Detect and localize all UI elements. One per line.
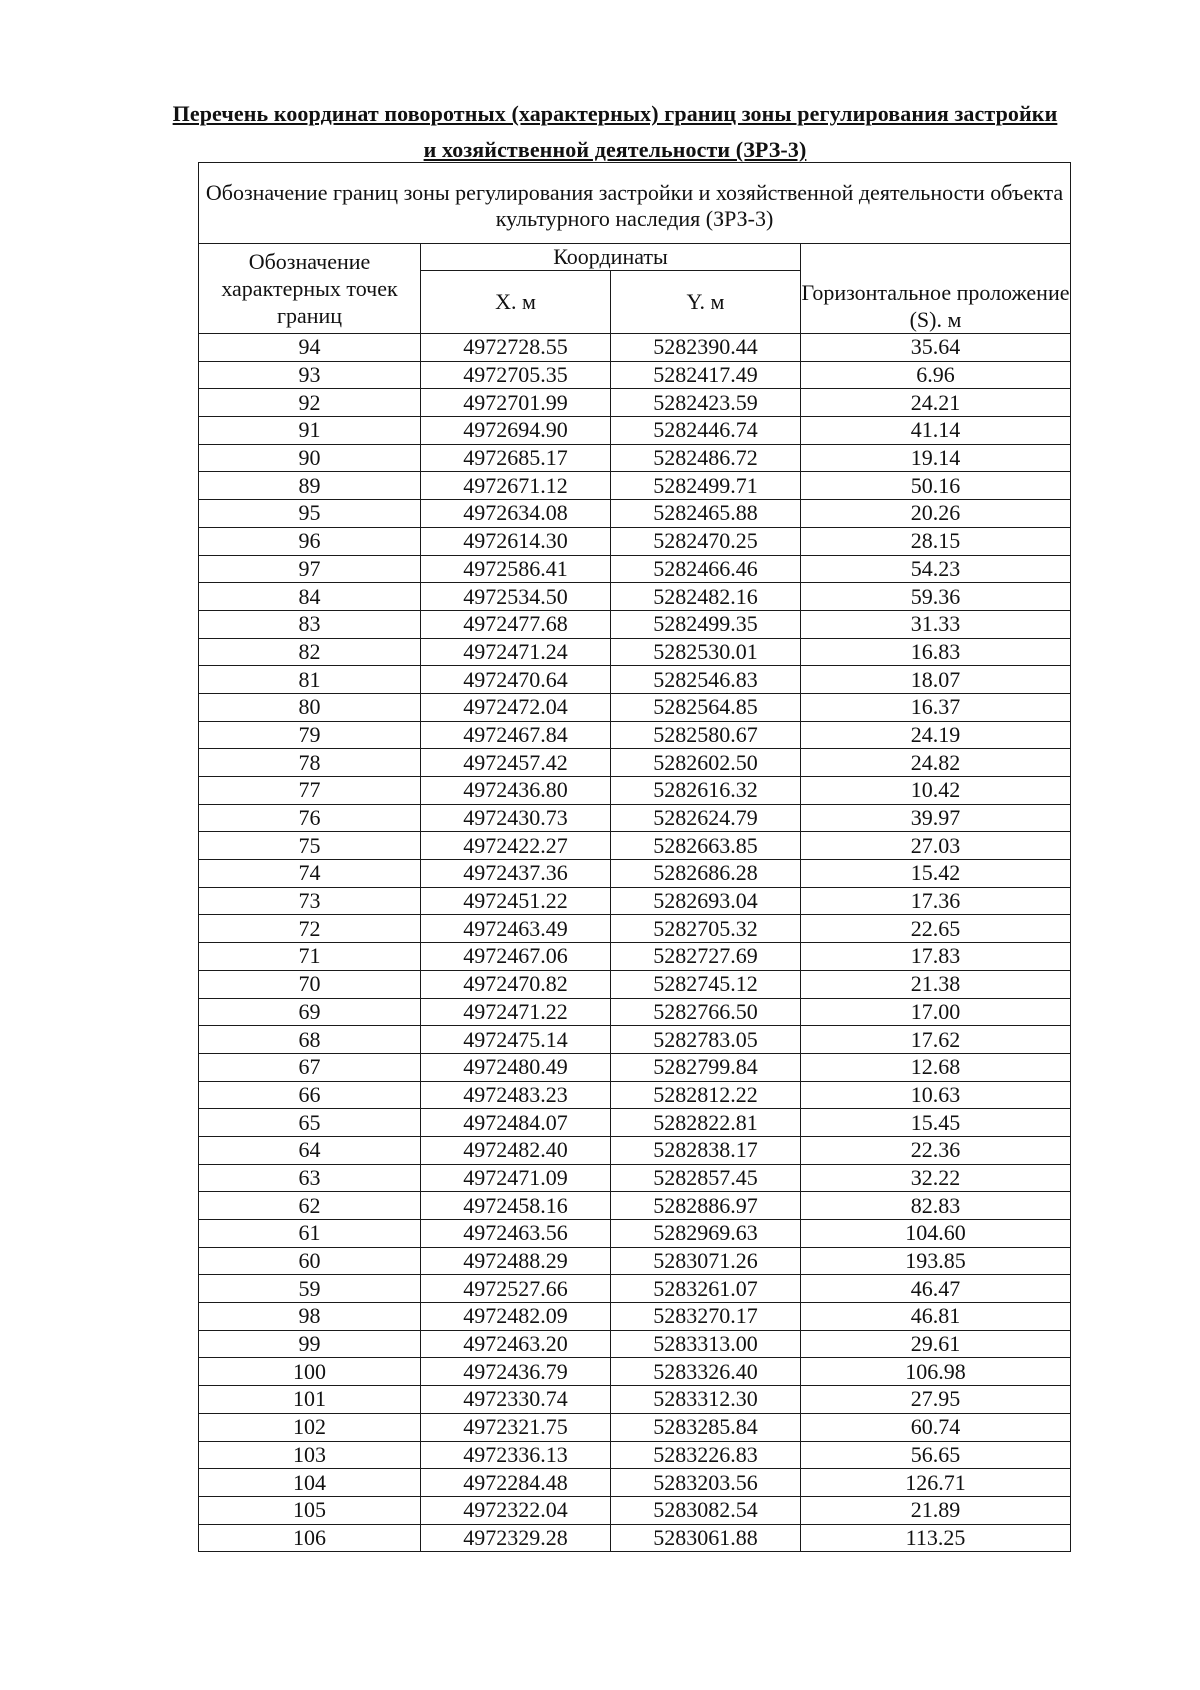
- cell-point: 79: [199, 721, 421, 749]
- cell-distance: 104.60: [801, 1220, 1071, 1248]
- cell-distance: 106.98: [801, 1358, 1071, 1386]
- cell-y: 5283082.54: [611, 1496, 801, 1524]
- cell-x: 4972472.04: [421, 693, 611, 721]
- cell-y: 5282693.04: [611, 887, 801, 915]
- cell-y: 5283071.26: [611, 1247, 801, 1275]
- cell-y: 5282745.12: [611, 970, 801, 998]
- cell-distance: 12.68: [801, 1053, 1071, 1081]
- cell-distance: 17.62: [801, 1026, 1071, 1054]
- cell-point: 103: [199, 1441, 421, 1469]
- cell-distance: 60.74: [801, 1413, 1071, 1441]
- cell-distance: 21.38: [801, 970, 1071, 998]
- cell-point: 61: [199, 1220, 421, 1248]
- cell-point: 89: [199, 472, 421, 500]
- header-y-coordinate: Y. м: [611, 271, 801, 334]
- cell-x: 4972527.66: [421, 1275, 611, 1303]
- cell-x: 4972458.16: [421, 1192, 611, 1220]
- header-point-designation: Обозначение характерных точек границ: [199, 244, 421, 334]
- cell-point: 66: [199, 1081, 421, 1109]
- cell-x: 4972470.64: [421, 666, 611, 694]
- table-row: [199, 721, 1071, 749]
- cell-distance: 35.64: [801, 334, 1071, 362]
- cell-distance: 17.36: [801, 887, 1071, 915]
- cell-point: 94: [199, 334, 421, 362]
- table-row: [199, 389, 1071, 417]
- cell-distance: 22.65: [801, 915, 1071, 943]
- cell-x: 4972728.55: [421, 334, 611, 362]
- table-row: [199, 1496, 1071, 1524]
- cell-point: 65: [199, 1109, 421, 1137]
- cell-distance: 46.81: [801, 1303, 1071, 1331]
- coordinates-table: [198, 162, 1071, 1552]
- cell-distance: 24.21: [801, 389, 1071, 417]
- cell-y: 5282838.17: [611, 1136, 801, 1164]
- cell-y: 5282486.72: [611, 444, 801, 472]
- cell-x: 4972437.36: [421, 860, 611, 888]
- cell-y: 5282705.32: [611, 915, 801, 943]
- table-row: [199, 1413, 1071, 1441]
- cell-distance: 193.85: [801, 1247, 1071, 1275]
- cell-point: 104: [199, 1469, 421, 1497]
- cell-point: 70: [199, 970, 421, 998]
- cell-x: 4972422.27: [421, 832, 611, 860]
- cell-point: 84: [199, 583, 421, 611]
- table-row: [199, 638, 1071, 666]
- cell-x: 4972488.29: [421, 1247, 611, 1275]
- cell-x: 4972470.82: [421, 970, 611, 998]
- table-row: [199, 334, 1071, 362]
- table-row: [199, 1275, 1071, 1303]
- cell-x: 4972471.22: [421, 998, 611, 1026]
- cell-distance: 113.25: [801, 1524, 1071, 1552]
- table-row: [199, 610, 1071, 638]
- cell-x: 4972430.73: [421, 804, 611, 832]
- cell-point: 76: [199, 804, 421, 832]
- cell-y: 5283203.56: [611, 1469, 801, 1497]
- table-row: [199, 970, 1071, 998]
- cell-point: 97: [199, 555, 421, 583]
- cell-point: 64: [199, 1136, 421, 1164]
- table-row: [199, 444, 1071, 472]
- table-row: [199, 666, 1071, 694]
- cell-point: 82: [199, 638, 421, 666]
- table-caption: Обозначение границ зоны регулирования застройки и хозяйственной деятельности объекта культурного наследия (ЗРЗ-3): [199, 163, 1071, 244]
- cell-distance: 10.63: [801, 1081, 1071, 1109]
- table-row: [199, 500, 1071, 528]
- cell-y: 5282686.28: [611, 860, 801, 888]
- cell-distance: 27.95: [801, 1386, 1071, 1414]
- document-title-line-2: и хозяйственной деятельности (ЗРЗ-3): [423, 137, 807, 162]
- cell-distance: 17.83: [801, 943, 1071, 971]
- table-row: [199, 749, 1071, 777]
- table-row: [199, 1330, 1071, 1358]
- cell-distance: 15.42: [801, 860, 1071, 888]
- cell-y: 5283326.40: [611, 1358, 801, 1386]
- cell-x: 4972329.28: [421, 1524, 611, 1552]
- cell-x: 4972586.41: [421, 555, 611, 583]
- cell-x: 4972701.99: [421, 389, 611, 417]
- cell-point: 101: [199, 1386, 421, 1414]
- table-row: [199, 998, 1071, 1026]
- cell-point: 59: [199, 1275, 421, 1303]
- cell-distance: 16.37: [801, 693, 1071, 721]
- cell-point: 95: [199, 500, 421, 528]
- cell-point: 102: [199, 1413, 421, 1441]
- table-caption-row: [199, 163, 1071, 244]
- cell-x: 4972534.50: [421, 583, 611, 611]
- cell-x: 4972482.40: [421, 1136, 611, 1164]
- table-body: [199, 334, 1071, 1552]
- table-header-row: [199, 244, 1071, 271]
- header-x-coordinate: X. м: [421, 271, 611, 334]
- cell-x: 4972336.13: [421, 1441, 611, 1469]
- cell-point: 63: [199, 1164, 421, 1192]
- cell-y: 5283312.30: [611, 1386, 801, 1414]
- cell-point: 62: [199, 1192, 421, 1220]
- cell-distance: 18.07: [801, 666, 1071, 694]
- cell-y: 5282465.88: [611, 500, 801, 528]
- cell-distance: 46.47: [801, 1275, 1071, 1303]
- cell-x: 4972451.22: [421, 887, 611, 915]
- cell-point: 90: [199, 444, 421, 472]
- table-row: [199, 1386, 1071, 1414]
- table-row: [199, 1220, 1071, 1248]
- table-row: [199, 583, 1071, 611]
- cell-distance: 27.03: [801, 832, 1071, 860]
- cell-point: 83: [199, 610, 421, 638]
- cell-x: 4972436.80: [421, 777, 611, 805]
- cell-distance: 50.16: [801, 472, 1071, 500]
- table-row: [199, 887, 1071, 915]
- cell-distance: 6.96: [801, 361, 1071, 389]
- cell-x: 4972463.56: [421, 1220, 611, 1248]
- cell-point: 93: [199, 361, 421, 389]
- table-row: [199, 860, 1071, 888]
- table-row: [199, 1358, 1071, 1386]
- document-title: [120, 96, 1110, 168]
- cell-x: 4972482.09: [421, 1303, 611, 1331]
- cell-y: 5283261.07: [611, 1275, 801, 1303]
- table-row: [199, 555, 1071, 583]
- cell-distance: 16.83: [801, 638, 1071, 666]
- cell-point: 75: [199, 832, 421, 860]
- table-row: [199, 915, 1071, 943]
- cell-y: 5282530.01: [611, 638, 801, 666]
- table-row: [199, 1109, 1071, 1137]
- cell-distance: 41.14: [801, 417, 1071, 445]
- table-row: [199, 527, 1071, 555]
- cell-distance: 19.14: [801, 444, 1071, 472]
- cell-distance: 24.19: [801, 721, 1071, 749]
- cell-point: 106: [199, 1524, 421, 1552]
- table-row: [199, 1026, 1071, 1054]
- table-row: [199, 1081, 1071, 1109]
- cell-x: 4972467.06: [421, 943, 611, 971]
- table-row: [199, 472, 1071, 500]
- cell-x: 4972322.04: [421, 1496, 611, 1524]
- cell-point: 80: [199, 693, 421, 721]
- header-horizontal-distance: Горизонтальное проложение (S). м: [801, 244, 1071, 334]
- cell-y: 5282783.05: [611, 1026, 801, 1054]
- cell-distance: 56.65: [801, 1441, 1071, 1469]
- cell-x: 4972330.74: [421, 1386, 611, 1414]
- cell-y: 5283270.17: [611, 1303, 801, 1331]
- cell-distance: 22.36: [801, 1136, 1071, 1164]
- cell-point: 72: [199, 915, 421, 943]
- header-coordinates: Координаты: [421, 244, 801, 271]
- cell-distance: 31.33: [801, 610, 1071, 638]
- cell-distance: 20.26: [801, 500, 1071, 528]
- cell-y: 5282799.84: [611, 1053, 801, 1081]
- cell-y: 5282580.67: [611, 721, 801, 749]
- cell-point: 100: [199, 1358, 421, 1386]
- cell-y: 5283061.88: [611, 1524, 801, 1552]
- cell-x: 4972480.49: [421, 1053, 611, 1081]
- table-row: [199, 1469, 1071, 1497]
- table-row: [199, 777, 1071, 805]
- cell-x: 4972463.20: [421, 1330, 611, 1358]
- cell-point: 68: [199, 1026, 421, 1054]
- cell-point: 74: [199, 860, 421, 888]
- cell-point: 105: [199, 1496, 421, 1524]
- cell-distance: 54.23: [801, 555, 1071, 583]
- cell-x: 4972614.30: [421, 527, 611, 555]
- cell-x: 4972284.48: [421, 1469, 611, 1497]
- cell-x: 4972467.84: [421, 721, 611, 749]
- cell-y: 5282812.22: [611, 1081, 801, 1109]
- cell-distance: 28.15: [801, 527, 1071, 555]
- cell-x: 4972321.75: [421, 1413, 611, 1441]
- cell-point: 81: [199, 666, 421, 694]
- cell-distance: 39.97: [801, 804, 1071, 832]
- table-row: [199, 1524, 1071, 1552]
- cell-point: 99: [199, 1330, 421, 1358]
- cell-distance: 82.83: [801, 1192, 1071, 1220]
- cell-x: 4972671.12: [421, 472, 611, 500]
- cell-distance: 24.82: [801, 749, 1071, 777]
- cell-y: 5282766.50: [611, 998, 801, 1026]
- cell-x: 4972457.42: [421, 749, 611, 777]
- cell-distance: 126.71: [801, 1469, 1071, 1497]
- cell-distance: 21.89: [801, 1496, 1071, 1524]
- cell-y: 5282602.50: [611, 749, 801, 777]
- cell-y: 5282470.25: [611, 527, 801, 555]
- cell-y: 5283226.83: [611, 1441, 801, 1469]
- cell-y: 5282663.85: [611, 832, 801, 860]
- cell-y: 5282616.32: [611, 777, 801, 805]
- cell-x: 4972634.08: [421, 500, 611, 528]
- cell-point: 60: [199, 1247, 421, 1275]
- table-row: [199, 832, 1071, 860]
- cell-distance: 15.45: [801, 1109, 1071, 1137]
- table-row: [199, 1441, 1071, 1469]
- table-row: [199, 693, 1071, 721]
- cell-y: 5282624.79: [611, 804, 801, 832]
- cell-y: 5282564.85: [611, 693, 801, 721]
- cell-distance: 17.00: [801, 998, 1071, 1026]
- cell-y: 5282499.71: [611, 472, 801, 500]
- cell-x: 4972483.23: [421, 1081, 611, 1109]
- table-row: [199, 943, 1071, 971]
- table-row: [199, 1164, 1071, 1192]
- cell-point: 91: [199, 417, 421, 445]
- cell-point: 96: [199, 527, 421, 555]
- cell-x: 4972436.79: [421, 1358, 611, 1386]
- cell-x: 4972475.14: [421, 1026, 611, 1054]
- cell-y: 5282466.46: [611, 555, 801, 583]
- table-row: [199, 1247, 1071, 1275]
- cell-x: 4972471.24: [421, 638, 611, 666]
- table-row: [199, 361, 1071, 389]
- cell-x: 4972471.09: [421, 1164, 611, 1192]
- cell-y: 5282822.81: [611, 1109, 801, 1137]
- cell-x: 4972463.49: [421, 915, 611, 943]
- cell-x: 4972484.07: [421, 1109, 611, 1137]
- cell-y: 5282499.35: [611, 610, 801, 638]
- cell-y: 5283313.00: [611, 1330, 801, 1358]
- cell-y: 5282857.45: [611, 1164, 801, 1192]
- cell-x: 4972685.17: [421, 444, 611, 472]
- cell-x: 4972477.68: [421, 610, 611, 638]
- table-row: [199, 1053, 1071, 1081]
- cell-y: 5282390.44: [611, 334, 801, 362]
- cell-distance: 32.22: [801, 1164, 1071, 1192]
- cell-distance: 10.42: [801, 777, 1071, 805]
- cell-point: 78: [199, 749, 421, 777]
- cell-y: 5282446.74: [611, 417, 801, 445]
- cell-point: 71: [199, 943, 421, 971]
- cell-point: 98: [199, 1303, 421, 1331]
- cell-y: 5282727.69: [611, 943, 801, 971]
- table-row: [199, 804, 1071, 832]
- cell-y: 5282417.49: [611, 361, 801, 389]
- cell-x: 4972694.90: [421, 417, 611, 445]
- table-row: [199, 1303, 1071, 1331]
- cell-point: 73: [199, 887, 421, 915]
- cell-point: 92: [199, 389, 421, 417]
- cell-distance: 59.36: [801, 583, 1071, 611]
- cell-point: 67: [199, 1053, 421, 1081]
- cell-y: 5282546.83: [611, 666, 801, 694]
- cell-point: 77: [199, 777, 421, 805]
- table-row: [199, 417, 1071, 445]
- table-row: [199, 1136, 1071, 1164]
- cell-y: 5283285.84: [611, 1413, 801, 1441]
- cell-point: 69: [199, 998, 421, 1026]
- cell-y: 5282482.16: [611, 583, 801, 611]
- cell-y: 5282886.97: [611, 1192, 801, 1220]
- cell-distance: 29.61: [801, 1330, 1071, 1358]
- table-row: [199, 1192, 1071, 1220]
- cell-y: 5282969.63: [611, 1220, 801, 1248]
- cell-y: 5282423.59: [611, 389, 801, 417]
- document-title-line-1: Перечень координат поворотных (характерных) границ зоны регулирования застройки: [172, 101, 1058, 126]
- cell-x: 4972705.35: [421, 361, 611, 389]
